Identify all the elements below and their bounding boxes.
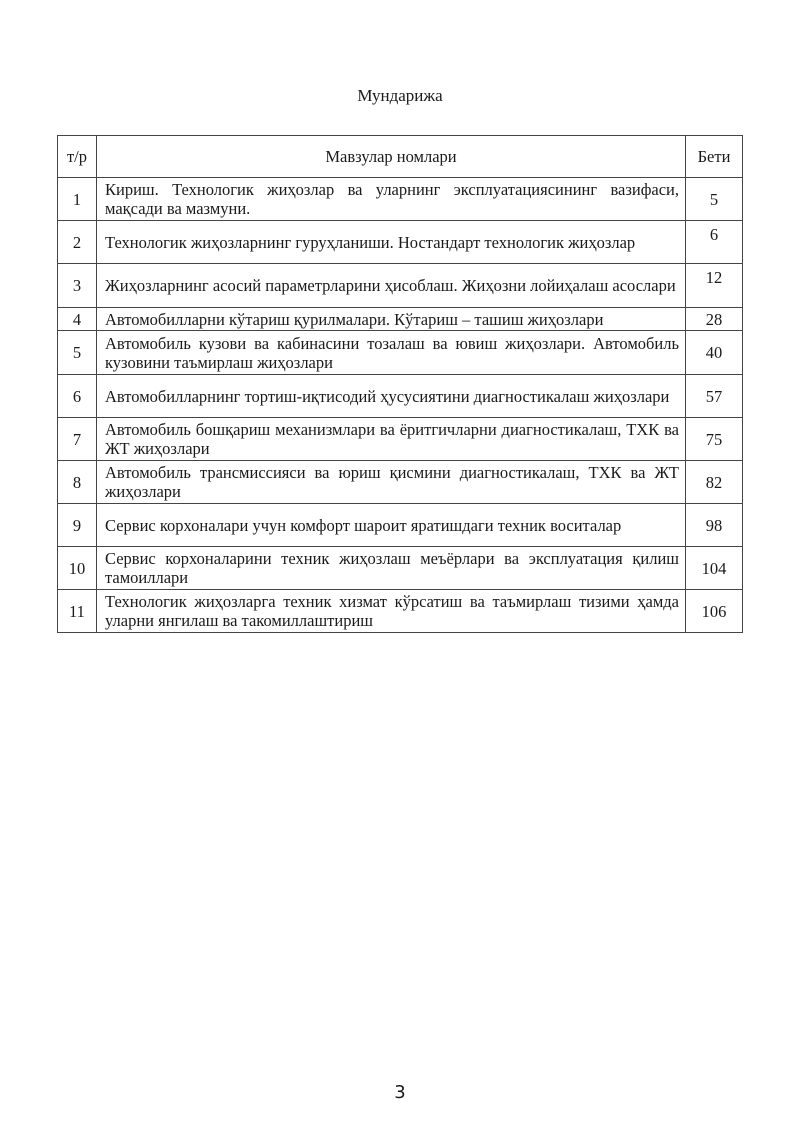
row-number: 1 bbox=[58, 178, 97, 221]
row-topic: Сервис корхоналарини техник жиҳозлаш меъёрлари ва эксплуатация қилиш тамоиллари bbox=[97, 547, 686, 590]
row-topic: Автомобиль кузови ва кабинасини тозалаш ва ювиш жиҳозлари. Автомобиль кузовини таъмирлаш жиҳозлари bbox=[97, 331, 686, 375]
row-number: 9 bbox=[58, 504, 97, 547]
row-page: 98 bbox=[686, 504, 743, 547]
row-topic: Технологик жиҳозларнинг гуруҳланиши. Ностандарт технологик жиҳозлар bbox=[97, 221, 686, 264]
row-topic: Технологик жиҳозларга техник хизмат кўрсатиш ва таъмирлаш тизими ҳамда уларни янгилаш ва такомиллаштириш bbox=[97, 590, 686, 633]
table-header-row bbox=[58, 136, 743, 178]
table-row bbox=[58, 547, 743, 590]
table-row bbox=[58, 461, 743, 504]
row-number: 2 bbox=[58, 221, 97, 264]
row-number: 10 bbox=[58, 547, 97, 590]
table-row bbox=[58, 375, 743, 418]
table-row bbox=[58, 178, 743, 221]
row-number: 3 bbox=[58, 264, 97, 308]
row-topic: Жиҳозларнинг асосий параметрларини ҳисоблаш. Жиҳозни лойиҳалаш асослари bbox=[97, 264, 686, 308]
page-number: 3 bbox=[394, 1082, 406, 1103]
row-number: 11 bbox=[58, 590, 97, 633]
row-topic: Автомобиль бошқариш механизмлари ва ёритгичларни диагностикалаш, ТХК ва ЖТ жиҳозлари bbox=[97, 418, 686, 461]
row-topic: Автомобилларнинг тортиш-иқтисодий ҳусусиятини диагностикалаш жиҳозлари bbox=[97, 375, 686, 418]
row-topic: Кириш. Технологик жиҳозлар ва уларнинг эксплуатациясининг вазифаси, мақсади ва мазмуни. bbox=[97, 178, 686, 221]
row-page: 75 bbox=[686, 418, 743, 461]
row-page: 40 bbox=[686, 331, 743, 375]
table-row bbox=[58, 331, 743, 375]
row-number: 4 bbox=[58, 308, 97, 331]
table-row bbox=[58, 221, 743, 264]
header-topic: Мавзулар номлари bbox=[97, 136, 686, 178]
row-number: 5 bbox=[58, 331, 97, 375]
row-number: 6 bbox=[58, 375, 97, 418]
row-page: 12 bbox=[686, 264, 743, 308]
row-topic: Сервис корхоналари учун комфорт шароит яратишдаги техник воситалар bbox=[97, 504, 686, 547]
table-row bbox=[58, 590, 743, 633]
table-row bbox=[58, 264, 743, 308]
page-title: Мундарижа bbox=[357, 86, 443, 105]
row-number: 8 bbox=[58, 461, 97, 504]
row-page: 57 bbox=[686, 375, 743, 418]
row-page: 5 bbox=[686, 178, 743, 221]
row-page: 6 bbox=[686, 221, 743, 264]
table-row bbox=[58, 308, 743, 331]
row-page: 28 bbox=[686, 308, 743, 331]
contents-table bbox=[57, 135, 743, 633]
row-page: 104 bbox=[686, 547, 743, 590]
row-topic: Автомобилларни кўтариш қурилмалари. Кўтариш – ташиш жиҳозлари bbox=[97, 308, 686, 331]
row-topic: Автомобиль трансмиссияси ва юриш қисмини диагностикалаш, ТХК ва ЖТ жиҳозлари bbox=[97, 461, 686, 504]
header-number: т/р bbox=[58, 136, 97, 178]
table-row bbox=[58, 504, 743, 547]
row-page: 82 bbox=[686, 461, 743, 504]
row-number: 7 bbox=[58, 418, 97, 461]
table-row bbox=[58, 418, 743, 461]
header-page: Бети bbox=[686, 136, 743, 178]
row-page: 106 bbox=[686, 590, 743, 633]
